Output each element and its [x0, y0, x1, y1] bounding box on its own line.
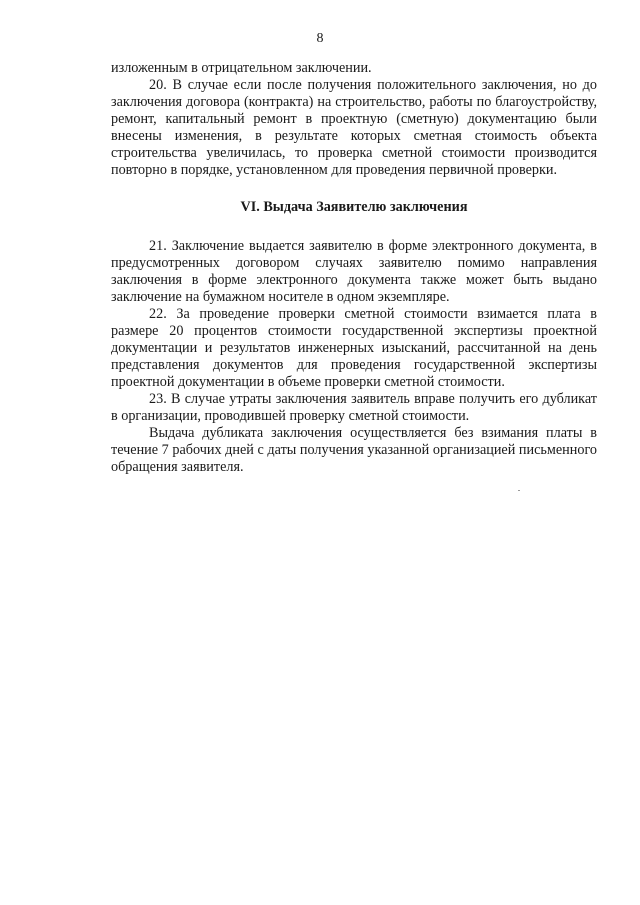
scan-speck: [518, 490, 520, 491]
page-number: 8: [316, 31, 324, 46]
document-body: [111, 60, 597, 476]
section-heading: VI. Выдача Заявителю заключения: [240, 199, 468, 215]
paragraph-23: 23. В случае утраты заключения заявитель вправе получить его дубликат в организации, проводившей проверку сметной стоимости.: [111, 391, 597, 424]
paragraph-21: 21. Заключение выдается заявителю в форме электронного документа, в предусмотренных договором случаях заявителю помимо направления заключения в форме электронного документа также может быть выдано заключение на бумажном носителе в одном экземпляре.: [111, 238, 597, 305]
paragraph-continuation: изложенным в отрицательном заключении.: [111, 60, 372, 76]
paragraph-20: 20. В случае если после получения положительного заключения, но до заключения договора (контракта) на строительство, работы по благоустройству, ремонт, капитальный ремонт в проектную (сметную) документацию были внесены изменения, в результате которых сметная стоимость объекта строительства увеличилась, то проверка сметной стоимости производится повторно в порядке, установленном для проведения первичной проверки.: [111, 77, 597, 178]
paragraph-duplicate: Выдача дубликата заключения осуществляется без взимания платы в течение 7 рабочих дней с даты получения указанной организацией письменного обращения заявителя.: [111, 425, 597, 475]
paragraph-22: 22. За проведение проверки сметной стоимости взимается плата в размере 20 процентов стоимости государственной экспертизы проектной документации и результатов инженерных изысканий, рассчитанной на день представления документов для проведения государственной экспертизы проектной документации в объеме проверки сметной стоимости.: [111, 306, 597, 390]
